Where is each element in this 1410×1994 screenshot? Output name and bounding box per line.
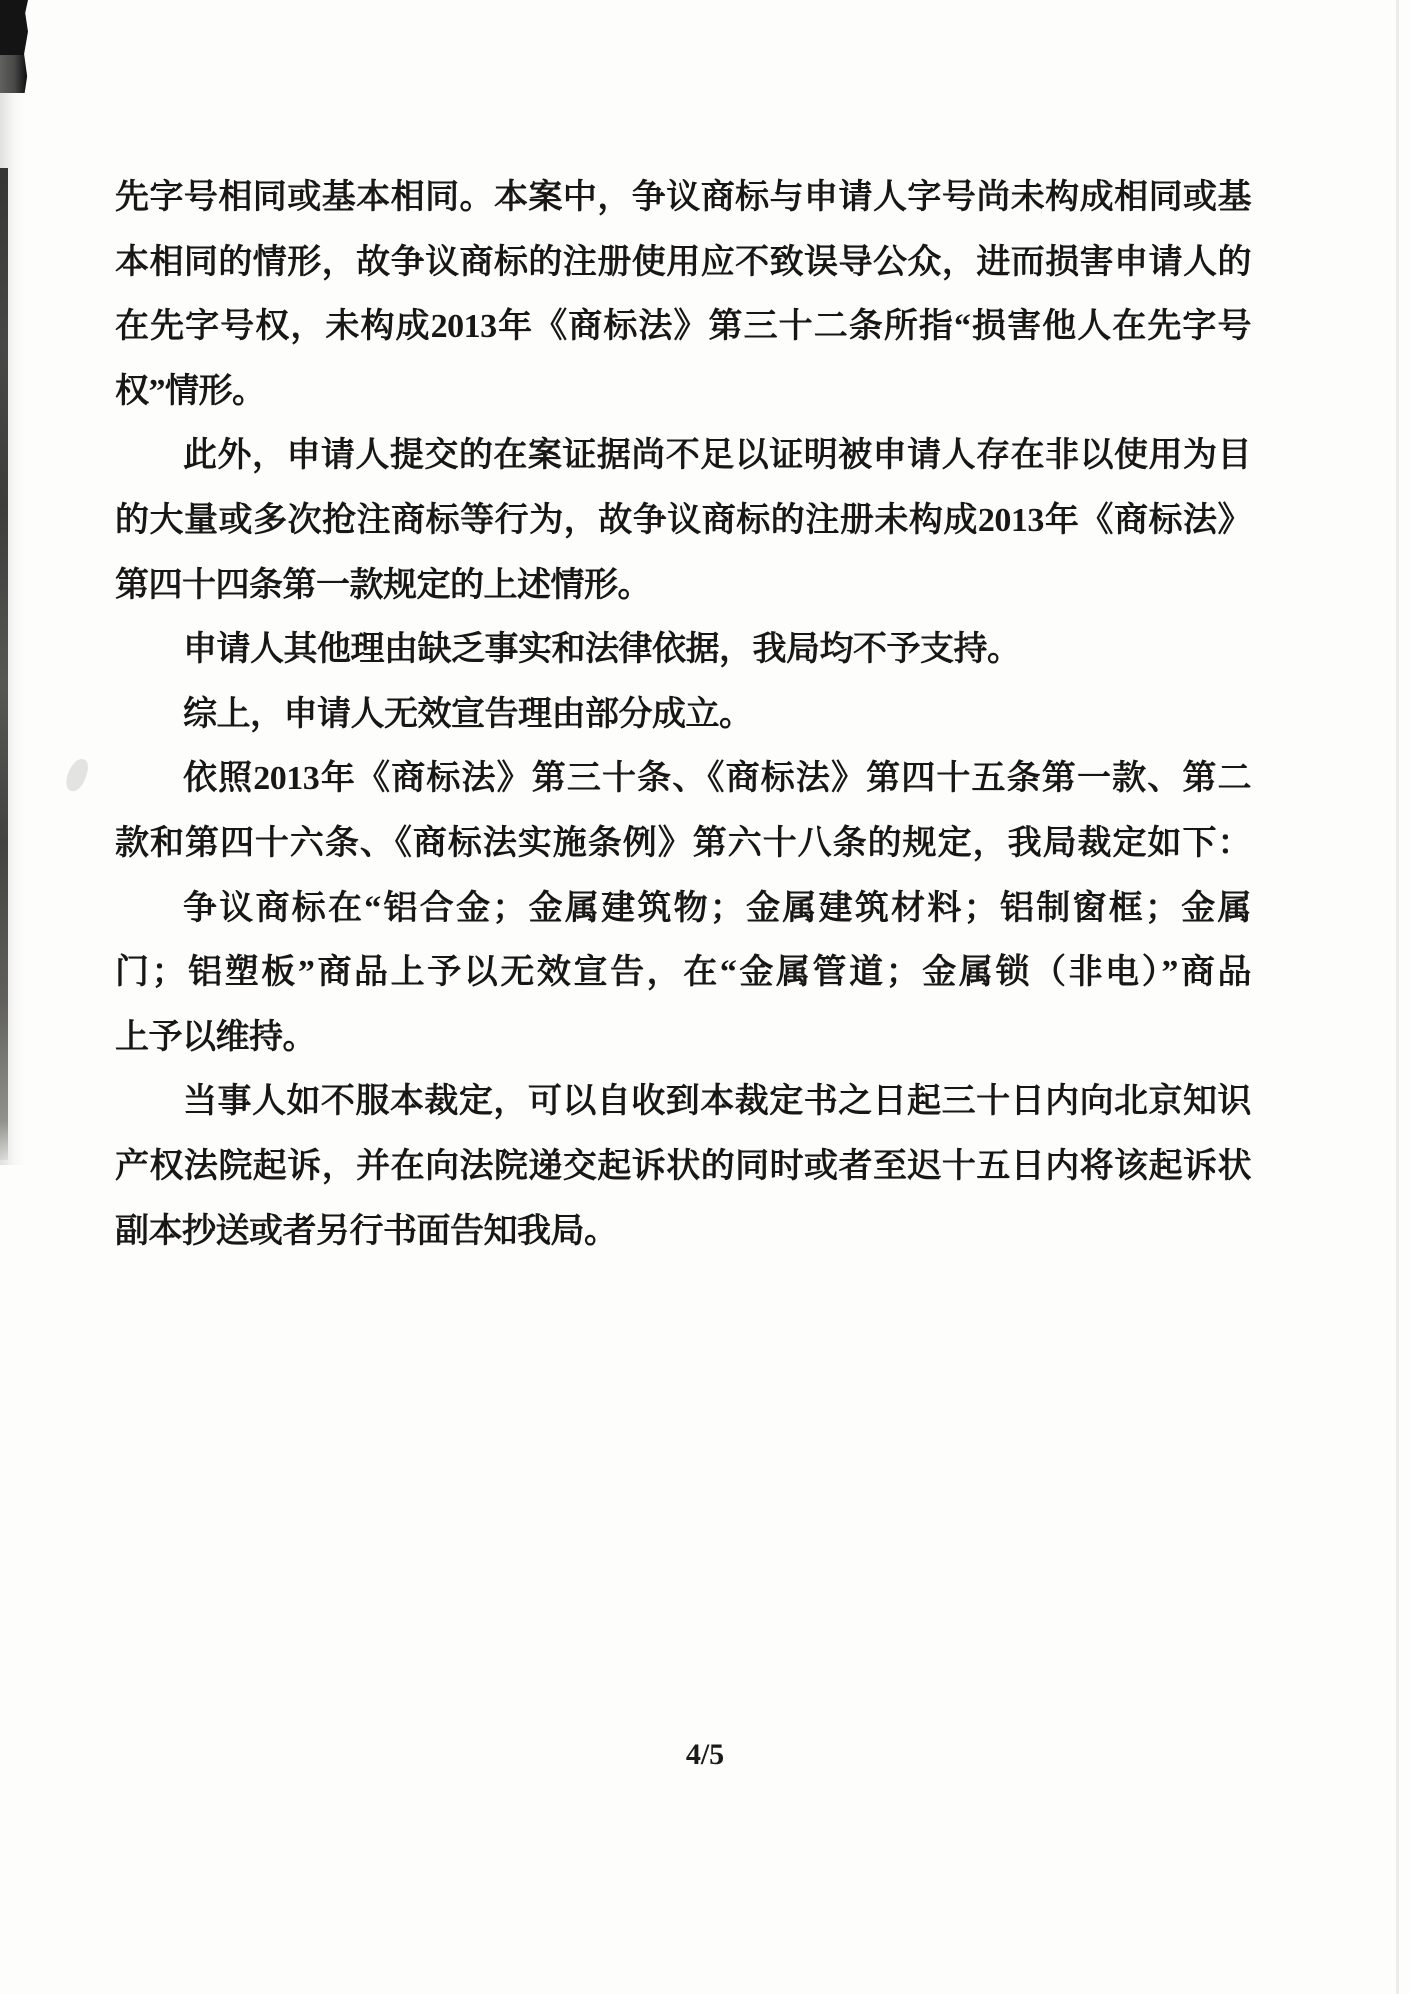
- text-line: 本相同的情形，故争议商标的注册使用应不致误导公众，进而损害申请人的: [115, 243, 1251, 281]
- text-line: 权”情形。: [115, 372, 266, 410]
- page-number: 4/5: [685, 1738, 725, 1771]
- text-line: 第四十四条第一款规定的上述情形。: [115, 566, 651, 604]
- scan-artifact-right-edge: [1396, 0, 1399, 1994]
- scan-artifact-smudge: [63, 756, 91, 794]
- text-line: 产权法院起诉，并在向法院递交起诉状的同时或者至迟十五日内将该起诉状: [115, 1147, 1251, 1185]
- document-body-text: [115, 166, 1251, 1264]
- text-line: 款和第四十六条、《商标法实施条例》第六十八条的规定，我局裁定如下：: [115, 824, 1251, 862]
- text-line: 此外，申请人提交的在案证据尚不足以证明被申请人存在非以使用为目: [183, 437, 1251, 475]
- text-line: 的大量或多次抢注商标等行为，故争议商标的注册未构成2013年《商标法》: [115, 501, 1251, 539]
- text-line: 当事人如不服本裁定，可以自收到本裁定书之日起三十日内向北京知识: [183, 1083, 1251, 1121]
- text-line: 先字号相同或基本相同。本案中，争议商标与申请人字号尚未构成相同或基: [115, 179, 1251, 216]
- text-line: 综上，申请人无效宣告理由部分成立。: [183, 695, 753, 733]
- text-line: 依照2013年《商标法》第三十条、《商标法》第四十五条第一款、第二: [183, 760, 1251, 798]
- text-line: 副本抄送或者另行书面告知我局。: [115, 1212, 618, 1250]
- text-line: 在先字号权，未构成2013年《商标法》第三十二条所指“损害他人在先字号: [115, 308, 1251, 346]
- text-line: 门；铝塑板”商品上予以无效宣告，在“金属管道；金属锁（非电）”商品: [115, 954, 1251, 992]
- text-line: 申请人其他理由缺乏事实和法律依据，我局均不予支持。: [183, 631, 1021, 669]
- text-line: 上予以维持。: [115, 1018, 316, 1056]
- text-line: 争议商标在“铝合金；金属建筑物；金属建筑材料；铝制窗框；金属: [183, 889, 1251, 927]
- scan-artifact-edge-strip: [0, 168, 8, 1160]
